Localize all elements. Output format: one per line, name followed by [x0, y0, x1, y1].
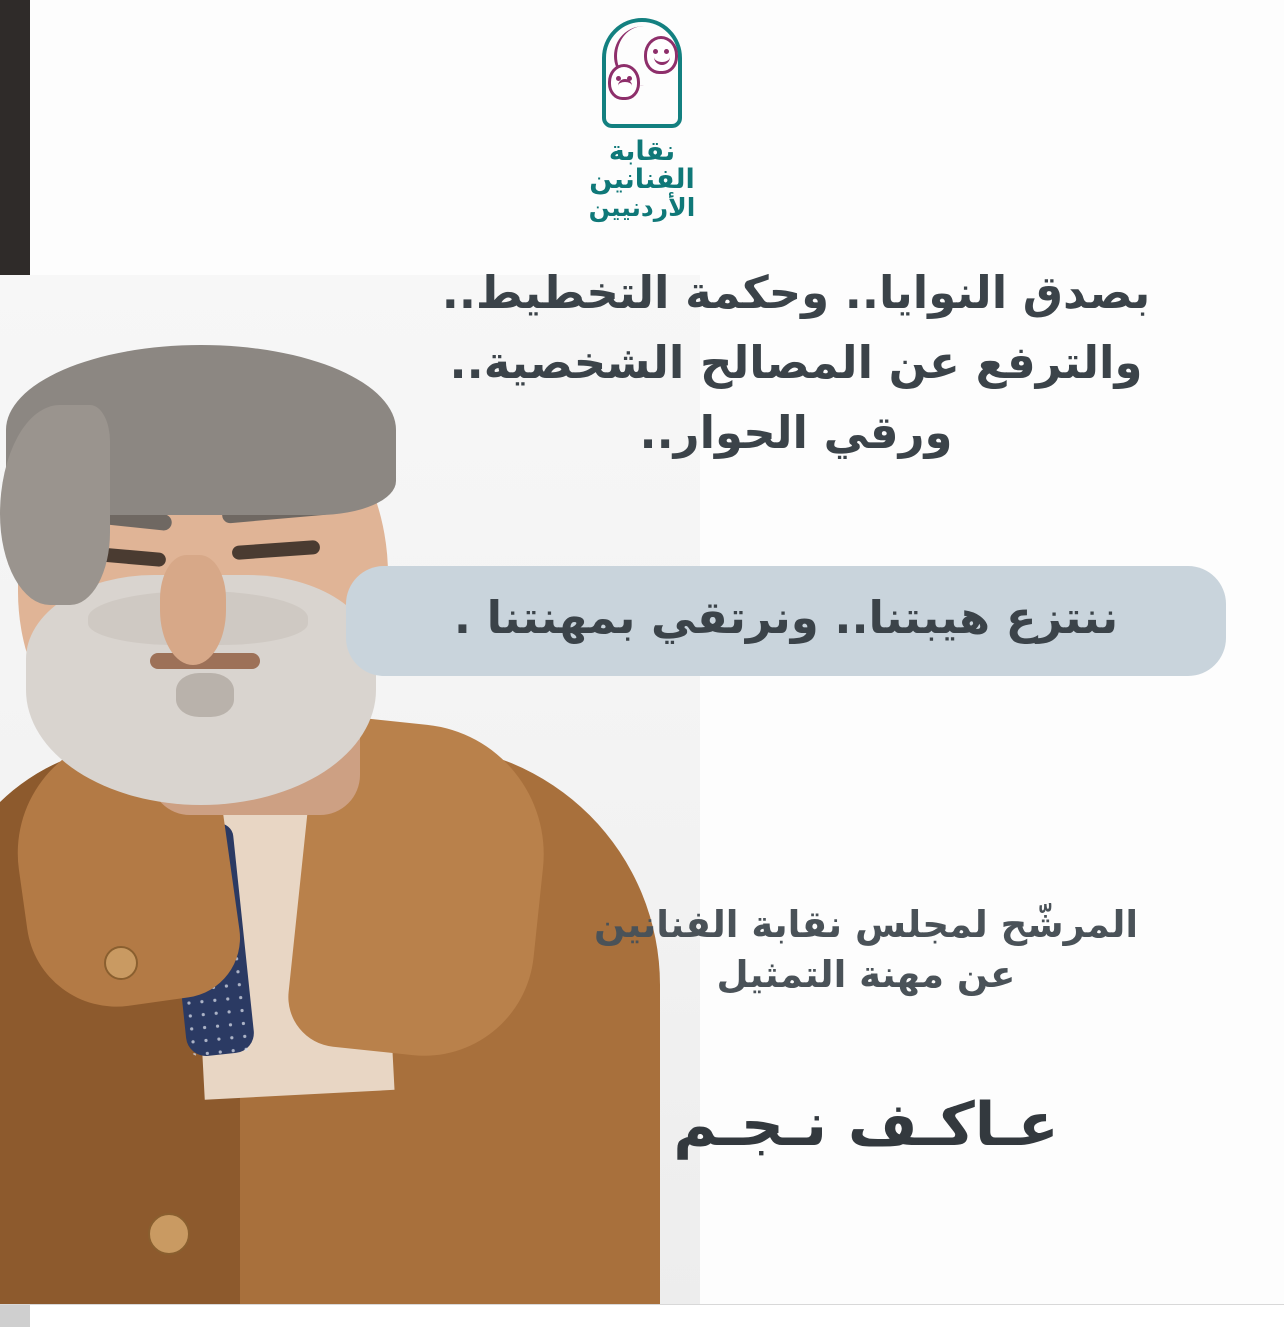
chin-patch-shape — [176, 673, 234, 717]
candidate-name: عـاكـف نـجـم — [673, 1090, 1059, 1160]
bottom-edge-strip — [0, 1304, 1284, 1327]
sad-mask-icon — [608, 64, 640, 100]
union-logo — [552, 18, 732, 222]
coat-button-bottom — [148, 1213, 190, 1255]
candidate-role — [496, 900, 1236, 1000]
slogan-line-2: والترفع عن المصالح الشخصية.. — [449, 335, 1143, 389]
theatre-masks-arch-icon — [594, 18, 690, 136]
slogan-text — [356, 258, 1236, 467]
happy-mask-icon — [644, 36, 678, 74]
happy-mask-mouth-icon — [654, 54, 670, 65]
coat-button-top — [104, 946, 138, 980]
slogan-line-1: بصدق النوايا.. وحكمة التخطيط.. — [441, 266, 1151, 319]
candidate-role-line-1: المرشّح لمجلس نقابة الفنانين — [593, 903, 1139, 946]
highlight-banner: ننتزع هيبتنا.. ونرتقي بمهنتنا . — [346, 566, 1226, 676]
sad-mask-mouth-icon — [618, 79, 632, 90]
logo-text-line2: الأردنيين — [588, 192, 696, 222]
nose-shape — [160, 555, 226, 665]
slogan-line-3: ورقي الحوار.. — [639, 405, 953, 459]
candidate-role-line-2: عن مهنة التمثيل — [716, 952, 1016, 996]
logo-text-line1: نقابة الفنانين — [589, 136, 695, 196]
bottom-left-corner-strip — [0, 1305, 30, 1327]
